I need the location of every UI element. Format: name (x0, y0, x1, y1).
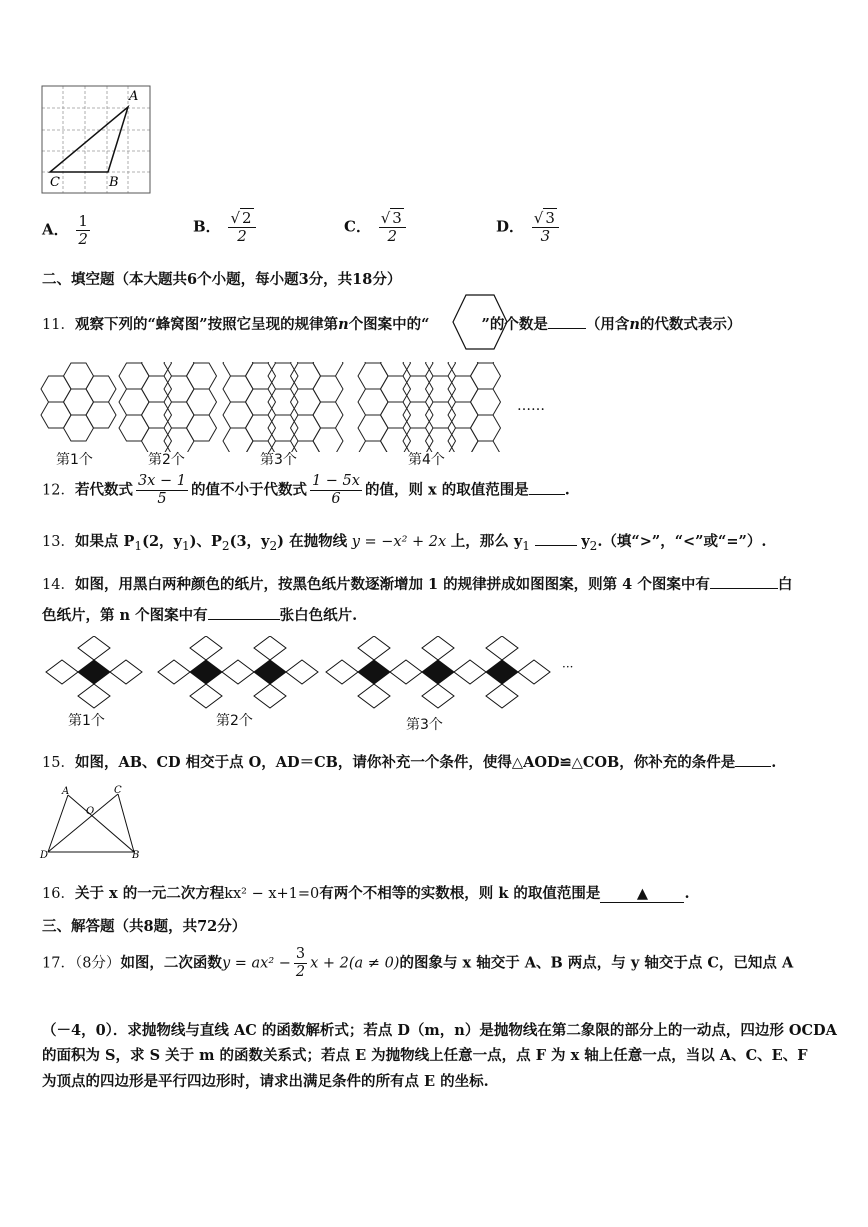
q14-caption-2: 第2个 (216, 713, 253, 729)
q11-ellipsis: …… (517, 398, 545, 414)
q17-line1: 17．（8分）如图，二次函数y = ax² − $\frac{3}{2}$ x + 2(a ≠ 0)的图象与 x 轴交于 A、B 两点，与 y 轴交于点 C，已知点 A (42, 946, 794, 980)
q14-caption-1: 第1个 (68, 713, 105, 729)
q15-label-b: B (132, 850, 140, 861)
honeycomb-cell (448, 376, 478, 402)
q16-answer-blank: ▲ (600, 886, 684, 903)
black-diamond (190, 660, 222, 684)
label-c: C (50, 175, 60, 190)
honeycomb-cell (64, 363, 94, 389)
honeycomb-cell (246, 389, 276, 415)
white-diamond (422, 636, 454, 660)
honeycomb-cell (358, 389, 388, 415)
label-a: A (129, 89, 139, 104)
honeycomb-cell (246, 363, 276, 389)
black-diamond (78, 660, 110, 684)
honeycomb-cell (291, 415, 321, 441)
honeycomb-cell (187, 389, 217, 415)
honeycomb-cell (291, 389, 321, 415)
q14-diamond-figures (44, 636, 584, 712)
white-diamond (190, 636, 222, 660)
hexagon-icon (452, 292, 508, 352)
q16-text: 16．关于 x 的一元二次方程kx² − x+1=0有两个不相等的实数根，则 k 的取值范围是 ▲ . (42, 885, 690, 902)
honeycomb-cell (268, 389, 298, 415)
honeycomb-cell (142, 402, 172, 428)
white-diamond (78, 636, 110, 660)
white-diamond (518, 660, 550, 684)
honeycomb-cell (426, 376, 456, 402)
q15-label-c: C (114, 785, 122, 796)
honeycomb-cell (187, 363, 217, 389)
option-b-label: B． (193, 217, 221, 236)
honeycomb-cell (119, 363, 149, 389)
honeycomb-cell (164, 402, 194, 428)
honeycomb-cell (381, 402, 411, 428)
honeycomb-cell (426, 402, 456, 428)
honeycomb-cell (41, 402, 71, 428)
q15-text: 15．如图，AB、CD 相交于点 O，AD＝CB，请你补充一个条件，使得△AOD≌△COB，你补充的条件是 . (42, 754, 777, 771)
q17-line3: 的面积为 S，求 S 关于 m 的函数关系式；若点 E 为抛物线上任意一点，点 F 为 x 轴上任意一点，当以 A、C、E、F (42, 1047, 808, 1064)
white-diamond (110, 660, 142, 684)
honeycomb-cell (64, 389, 94, 415)
q17-line2: （－4，0）．求抛物线与直线 AC 的函数解析式；若点 D（m，n）是抛物线在第二象限的部分上的一动点，四边形 OCDA (42, 1022, 837, 1039)
q11-honeycomb-figures (36, 362, 536, 452)
honeycomb-cell (471, 363, 501, 389)
honeycomb-cell (119, 415, 149, 441)
q15-label-a: A (62, 786, 70, 797)
q15-figure (34, 782, 144, 862)
q12-text: 12．若代数式 $\frac{3x - 1}{5}$ 的值不小于代数式 $\frac{1 - 5x}{6}$ 的值，则 x 的取值范围是 . (42, 473, 570, 507)
honeycomb-cell (187, 415, 217, 441)
honeycomb-cell (223, 402, 253, 428)
honeycomb-cell (403, 402, 433, 428)
black-diamond (486, 660, 518, 684)
white-diamond (486, 684, 518, 708)
q14-line2: 色纸片，第 n 个图案中有 张白色纸片. (42, 607, 358, 624)
honeycomb-cell (403, 376, 433, 402)
honeycomb-cell (291, 363, 321, 389)
label-b: B (109, 175, 119, 190)
option-a-fraction: $\frac{1}{2}$ (78, 212, 88, 248)
q11-caption-4: 第4个 (408, 452, 445, 468)
honeycomb-cell (358, 415, 388, 441)
option-a[interactable] (42, 213, 93, 248)
honeycomb-cell (471, 441, 501, 452)
honeycomb-cell (313, 362, 343, 376)
honeycomb-cell (381, 428, 411, 452)
option-c-fraction: $\frac{√ 3}{2}$ (379, 210, 406, 245)
q17-fraction: $\frac{3}{2}$ (295, 946, 306, 980)
honeycomb-cell (381, 376, 411, 402)
white-diamond (78, 684, 110, 708)
option-d-label: D． (496, 217, 525, 236)
honeycomb-cell (313, 428, 343, 452)
q14-caption-3: 第3个 (406, 717, 443, 733)
white-diamond (46, 660, 78, 684)
white-diamond (358, 684, 390, 708)
honeycomb-cell (119, 389, 149, 415)
honeycomb-cell (268, 415, 298, 441)
q11-caption-1: 第1个 (56, 452, 93, 468)
option-b[interactable] (193, 210, 259, 245)
honeycomb-cell (246, 415, 276, 441)
honeycomb-cell (223, 376, 253, 402)
black-diamond (358, 660, 390, 684)
q11-caption-2: 第2个 (148, 452, 185, 468)
honeycomb-cell (164, 376, 194, 402)
black-diamond (254, 660, 286, 684)
honeycomb-cell (41, 376, 71, 402)
white-diamond (222, 660, 254, 684)
section3-title: 三、解答题（共8题，共72分） (42, 918, 247, 935)
option-d-fraction: $\frac{√ 3}{3}$ (532, 210, 559, 245)
honeycomb-cell (86, 402, 116, 428)
honeycomb-cell (223, 362, 253, 376)
q15-label-d: D (40, 850, 49, 861)
option-a-label: A． (42, 220, 69, 239)
white-diamond (158, 660, 190, 684)
honeycomb-cell (313, 402, 343, 428)
honeycomb-cell (471, 415, 501, 441)
q13-text: 13．如果点 $P_1(2$，$y_1$)、$P_2(3$，$y_2$) 在抛物线 y = −x² + 2x 上，那么 $y_1$ $y_2$.（填“>”，“<”或“=”）. (42, 533, 767, 553)
white-diamond (254, 636, 286, 660)
honeycomb-cell (448, 402, 478, 428)
white-diamond (358, 636, 390, 660)
q12-fraction-1: $\frac{3x - 1}{5}$ (137, 473, 186, 507)
white-diamond (254, 684, 286, 708)
white-diamond (422, 684, 454, 708)
q12-fraction-2: $\frac{1 - 5x}{6}$ (311, 473, 360, 507)
option-c[interactable] (344, 210, 409, 245)
q10-grid-figure (30, 80, 160, 195)
section2-title: 二、填空题（本大题共6个小题，每小题3分，共18分） (42, 271, 402, 288)
white-diamond (326, 660, 358, 684)
option-b-fraction: $\frac{√ 2}{2}$ (228, 210, 255, 245)
honeycomb-cell (313, 376, 343, 402)
honeycomb-cell (471, 389, 501, 415)
honeycomb-cell (86, 376, 116, 402)
option-c-label: C． (344, 217, 371, 236)
white-diamond (454, 660, 486, 684)
white-diamond (390, 660, 422, 684)
q14-line1: 14．如图，用黑白两种颜色的纸片，按黑色纸片数逐渐增加 1 的规律拼成如图图案，则第 4 个图案中有 白 (42, 576, 793, 593)
honeycomb-cell (358, 363, 388, 389)
white-diamond (486, 636, 518, 660)
q11-text: 11．观察下列的“蜂窝图”按照它呈现的规律第n个图案中的“ ”的个数是 （用含n的代数式表示） (42, 316, 742, 333)
q11-caption-3: 第3个 (260, 452, 297, 468)
white-diamond (190, 684, 222, 708)
triangle-abc (50, 107, 128, 172)
black-diamond (422, 660, 454, 684)
q17-line4: 为顶点的四边形是平行四边形时，请求出满足条件的所有点 E 的坐标. (42, 1073, 489, 1090)
q14-ellipsis: ··· (562, 660, 574, 674)
honeycomb-cell (64, 415, 94, 441)
honeycomb-cell (268, 363, 298, 389)
q15-label-o: O (86, 806, 95, 817)
honeycomb-cell (142, 376, 172, 402)
option-d[interactable] (496, 210, 562, 245)
white-diamond (286, 660, 318, 684)
